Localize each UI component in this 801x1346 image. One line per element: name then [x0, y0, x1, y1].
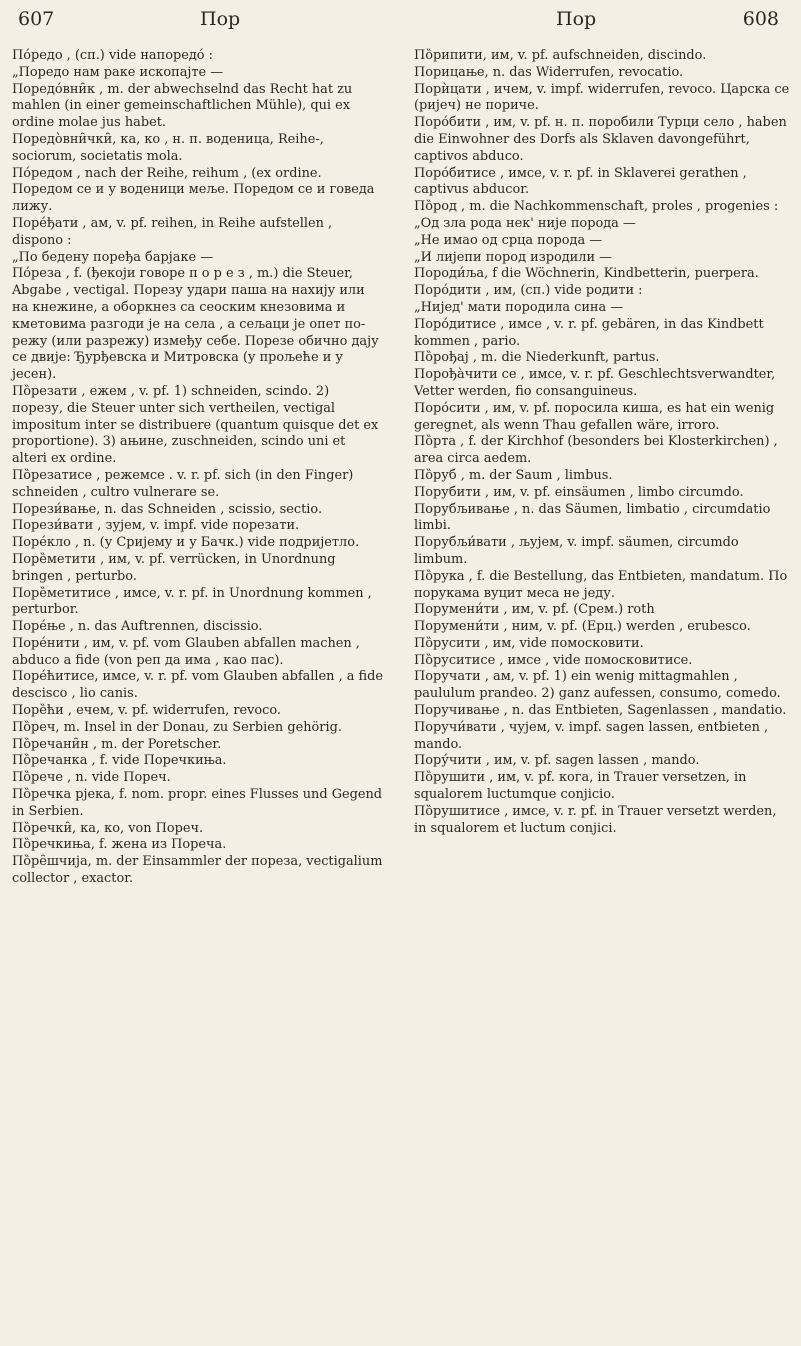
dictionary-entry: Поре́кло , n. (у Сријему и у Бачк.) vide подријетло.	[12, 535, 360, 551]
dictionary-entry: Порези́вати , зујем, v. impf. vide порезати.	[12, 518, 300, 534]
dictionary-entry: Пору́чити , им, v. pf. sagen lassen , mando.	[414, 753, 700, 769]
right-catchword: Пор	[556, 8, 597, 30]
dictionary-entry: По̏ре̑шчија, m. der Einsammler der пореза, vectigalium collector , exactor.	[12, 854, 383, 887]
dictionary-entry: Поре̏ћи , ечем, v. pf. widerrufen, revoco.	[12, 703, 282, 719]
dictionary-entry: По̏рушити , им, v. pf. кога, in Trauer versetzen, in squalorem luctumque conjicio.	[414, 770, 747, 803]
dictionary-entry: По́редом , nach der Reihe, reihum , (ex ordine. Поредом се и у воденици меље. Поредом се и говеда лижу.	[12, 165, 375, 215]
dictionary-entry: Порицање, n. das Widerrufen, revocatio.	[414, 64, 684, 80]
dictionary-entry: Порубљи́вати , љујем, v. impf. säumen, circumdo limbum.	[414, 535, 739, 567]
dictionary-entry: Поре́ђати , ам, v. pf. reihen, in Reihe aufstellen , dispono :	[12, 215, 333, 248]
dictionary-entry: По̏руситисе , имсе , vide помосковитисе.	[414, 652, 693, 668]
dictionary-entry: По̏речани̑н , m. der Poretscher.	[12, 736, 222, 752]
dictionary-entry: Поре́ње , n. das Auftrennen, discissio.	[12, 619, 263, 635]
dictionary-entry: Поро́бити , им, v. pf. н. п. поробили Турци село , haben die Einwohner des Dorfs als Sklaven davongeführt, captivos abduco.	[414, 115, 787, 164]
dictionary-entry: По̏рипити, им, v. pf. aufschneiden, discindo.	[414, 48, 707, 63]
dictionary-entry: Поре́нити , им, v. pf. vom Glauben abfallen machen , abduco a fide (von реп да има , као пас).	[12, 635, 360, 668]
dictionary-entry: По̏резатисе , режемсе . v. r. pf. sich (in den Finger) schneiden , cultro vulnerare se.	[12, 467, 354, 500]
dictionary-entry: Породи́ља, f die Wöchnerin, Kindbetterin, puerpera.	[414, 266, 759, 282]
dictionary-entry: Поручати , ам, v. pf. 1) ein wenig mittagmahlen , paululum prandeo. 2) ganz aufessen, consumo, comedo.	[414, 669, 781, 702]
dictionary-entry: Порумени́ти , им, v. pf. (Срем.) roth	[414, 602, 655, 618]
dictionary-entry: „Од зла рода нек' није порода —	[414, 215, 636, 231]
dictionary-entry: Поро́дити , им, (сп.) vide родити :	[414, 283, 643, 299]
dictionary-entry: Поручивање , n. das Entbieten, Sagenlassen , mandatio.	[414, 703, 787, 719]
dictionary-entry: По̏род , m. die Nachkommenschaft, proles , progenies :	[414, 199, 779, 215]
dictionary-entry: Порези́вање, n. das Schneiden , scissio, sectio.	[12, 501, 323, 517]
dictionary-entry: По̏рука , f. die Bestellung, das Entbieten, mandatum. По порукама вуцит меса не једу.	[414, 568, 788, 601]
dictionary-entry: Поручи́вати , чујем, v. impf. sagen lassen, entbieten , mando.	[414, 719, 769, 752]
dictionary-entry: „Нијед' мати породила сина —	[414, 299, 624, 315]
dictionary-entry: Поро́сити , им, v. pf. поросила киша, es hat ein wenig geregnet, als wenn Thau gefallen wäre, irroro.	[414, 400, 775, 433]
dictionary-entry: Поре̏метити , им, v. pf. verrücken, in Unordnung bringen , perturbo.	[12, 551, 336, 584]
left-catchword: Пор	[200, 8, 241, 30]
dictionary-entry: „Не имао од срца порода —	[414, 232, 603, 248]
dictionary-entry: По́редо , (сп.) vide напоредо́ :	[12, 48, 213, 63]
dictionary-entry: Порубити , им, v. pf. einsäumen , limbo circumdo.	[414, 484, 744, 500]
dictionary-entry: По̏рушитисе , имсе, v. r. pf. in Trauer versetzt werden, in squalorem et luctum conjici.	[414, 803, 777, 836]
dictionary-entry: „И лијепи пород изродили —	[414, 249, 613, 265]
left-page-number: 607	[18, 8, 55, 30]
dictionary-entry: Поре́ћитисе, имсе, v. r. pf. vom Glauben abfallen , a fide descisco , lio canis.	[12, 669, 384, 702]
dictionary-entry: По̏реч, m. Insel in der Donau, zu Serbien gehörig.	[12, 719, 342, 735]
dictionary-entry: Поро́битисе , имсе, v. r. pf. in Sklaverei gerathen , captivus abducor.	[414, 165, 747, 198]
dictionary-entry: По̏речкиња, f. жена из Пореча.	[12, 837, 227, 853]
dictionary-entry: По̏резати , ежем , v. pf. 1) schneiden, scindo. 2) порезу, die Steuer unter sich vertheilen, vectigal impositum inter se distribuere (quantum quisque det ex proportione). 3) ањине, zuschneiden, scindo uni et alteri ex ordine.	[12, 383, 379, 467]
dictionary-entry: Поредо́вни̑к , m. der abwechselnd das Recht hat zu mahlen (in einer gemeinschaftlichen Mühle), qui ex ordine molae jus habet.	[12, 81, 353, 131]
dictionary-entry: По̏рта , f. der Kirchhof (besonders bei Klosterkirchen) , area circa aedem.	[414, 434, 778, 467]
dictionary-entry: „По бедену поређа барјаке —	[12, 249, 214, 265]
dictionary-entry: По̏речка рјека, f. nom. propr. eines Flusses und Gegend in Serbien.	[12, 787, 383, 819]
dictionary-entry: Порубљивање , n. das Säumen, limbatio , circumdatio limbi.	[414, 501, 771, 534]
dictionary-entry: По̏русити , им, vide помосковити.	[414, 635, 644, 651]
dictionary-entry: Поро́дитисе , имсе , v. r. pf. gebären, in das Kindbett kommen , pario.	[414, 316, 764, 349]
dictionary-entry: Поредо̀вни̑чки̑, ка, ко , н. п. воденица, Reihe-, sociorum, societatis mola.	[12, 131, 324, 164]
right-page-number: 608	[742, 8, 779, 30]
dictionary-entry: По̏речки̑, ка, ко, von Пореч.	[12, 820, 204, 836]
dictionary-entry: Порођа̀чити се , имсе, v. r. pf. Geschlechtsverwandter, Vetter werden, fio consanguineus.	[414, 367, 776, 399]
dictionary-entry: По̏речанка , f. vide Поречкиња.	[12, 753, 227, 769]
left-column	[12, 48, 384, 888]
right-column	[414, 48, 792, 837]
dictionary-entry: По́реза , f. (ђекоји говоре п о р е з , m.) die Steuer, Abgabe , vectigal. Порезу удари паша на нахију или на кнежине, а оборкнез са сеоским кнезовима и кметовима разгоди је на села , а сељаци је опет по-режу (или разрежу) између себе. Порезе обично дају се двије: Ђурђевска и Митровска (у прољеће и у јесен).	[12, 266, 379, 383]
dictionary-entry: Порѝцати , ичем, v. impf. widerrufen, revoco. Царска се (ријеч) не пориче.	[414, 81, 790, 114]
dictionary-entry: По̏рођај , m. die Niederkunft, partus.	[414, 350, 660, 366]
dictionary-entry: Поре̏метитисе , имсе, v. r. pf. in Unordnung kommen , perturbor.	[12, 585, 372, 618]
dictionary-entry: „Поредо нам раке ископајте —	[12, 64, 224, 80]
dictionary-entry: Порумени́ти , ним, v. pf. (Ерц.) werden , erubesco.	[414, 619, 751, 635]
dictionary-entry: По̏руб , m. der Saum , limbus.	[414, 467, 613, 483]
dictionary-entry: По̏рече , n. vide Пореч.	[12, 770, 171, 786]
